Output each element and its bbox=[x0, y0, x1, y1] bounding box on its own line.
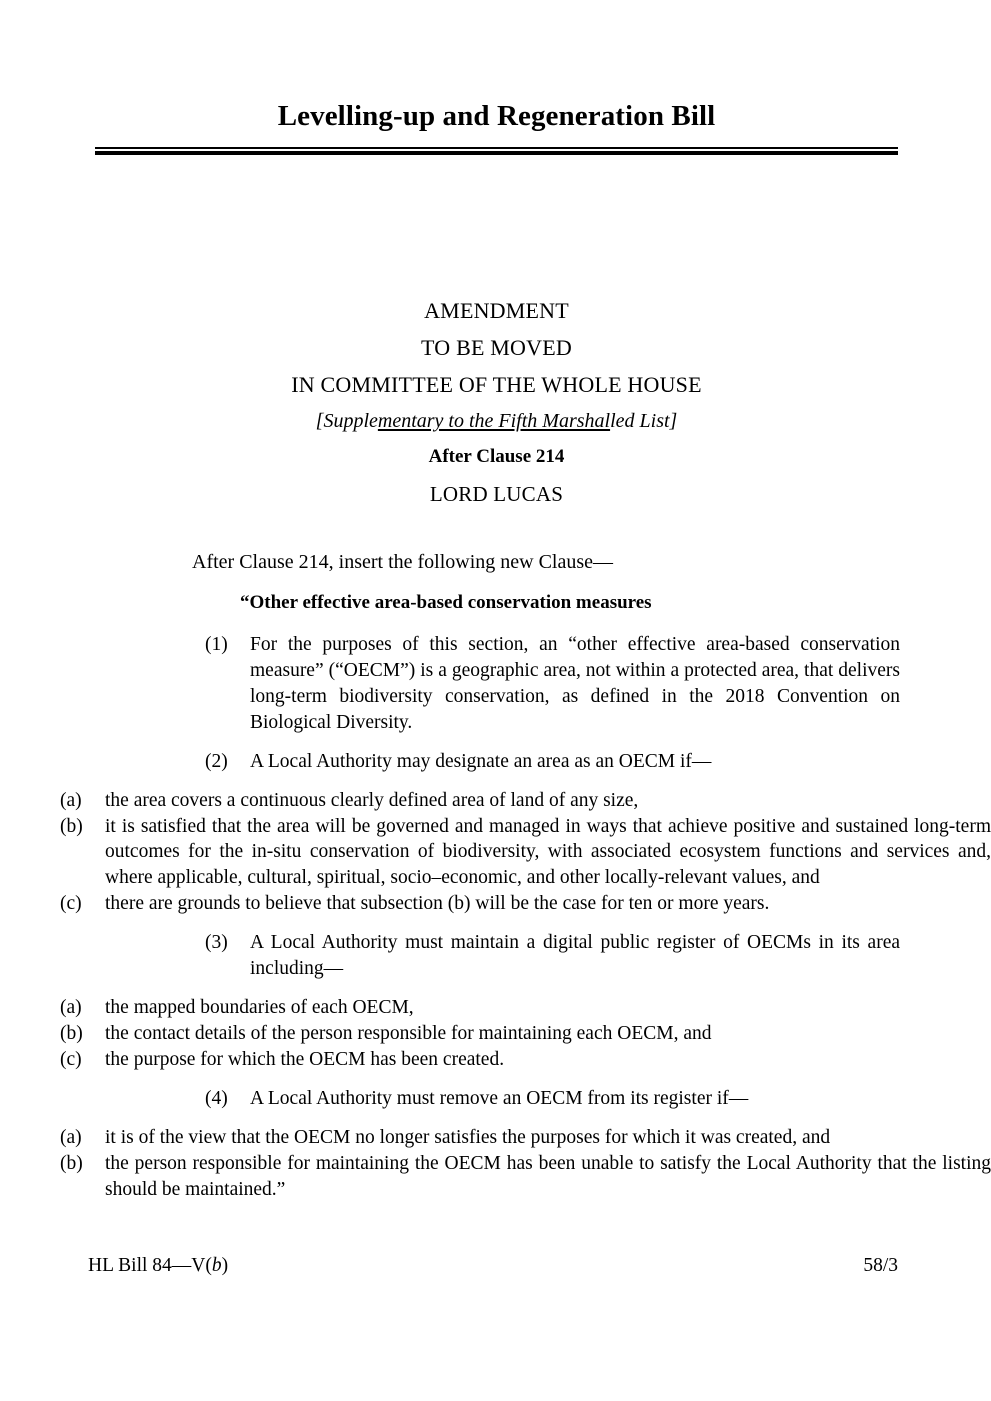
paragraph-list bbox=[0, 995, 991, 1073]
heading-committee: IN COMMITTEE OF THE WHOLE HOUSE bbox=[291, 372, 702, 397]
paragraph-text: the contact details of the person responsible for maintaining each OECM, and bbox=[105, 1022, 712, 1044]
supplementary-underlined: mentary to the Fifth Marshal bbox=[377, 410, 611, 432]
paragraph-list bbox=[0, 788, 991, 918]
heading-after-clause: After Clause 214 bbox=[428, 446, 565, 467]
paragraph-text: the area covers a continuous clearly defined area of land of any size, bbox=[105, 789, 639, 811]
page-title: Levelling-up and Regeneration Bill bbox=[277, 100, 716, 132]
subsection-marker: (4) bbox=[205, 1087, 228, 1109]
subsection-spacer bbox=[0, 1073, 991, 1086]
paragraph-text: the purpose for which the OECM has been created. bbox=[105, 1048, 505, 1070]
rule-thick bbox=[95, 151, 898, 155]
paragraph-text: it is satisfied that the area will be governed and managed in ways that achieve positive and sustained long-term outcomes for the in-situ conservation of biodiversity, with associated ecosystem functions and services and, where applicable, cultural, spiritual, socio–economic, and other locally-relevant values, and bbox=[105, 815, 991, 889]
new-clause-heading: “Other effective area-based conservation measures bbox=[240, 592, 652, 613]
bill-reference bbox=[88, 1256, 228, 1276]
amendment-body bbox=[0, 552, 991, 1216]
subsection-marker: (1) bbox=[205, 634, 228, 655]
paragraph-marker: (b) bbox=[60, 1152, 83, 1174]
masthead bbox=[95, 100, 898, 155]
bill-reference-prefix: HL Bill 84—V( bbox=[88, 1255, 212, 1276]
paragraph-marker: (a) bbox=[60, 789, 82, 811]
paragraph bbox=[60, 1151, 991, 1203]
paragraph-list bbox=[0, 1125, 991, 1203]
paragraph bbox=[60, 1125, 991, 1151]
subsection-text: For the purposes of this section, an “other effective area-based conservation measure” (“OECM”) is a geographic area, not within a protected area, that delivers long-term biodiversity conservation, as defined in the 2018 Convention on Biological Diversity. bbox=[250, 634, 900, 733]
supplementary-suffix: led List] bbox=[610, 410, 678, 432]
paragraph-text: the mapped boundaries of each OECM, bbox=[105, 997, 414, 1019]
subsection-text: A Local Authority may designate an area as an OECM if— bbox=[250, 750, 712, 772]
subsection bbox=[205, 749, 900, 775]
heading-supplementary-note bbox=[95, 411, 898, 431]
subsection-text: A Local Authority must remove an OECM from its register if— bbox=[250, 1087, 749, 1109]
paragraph-text: it is of the view that the OECM no longer satisfies the purposes for which it was created, and bbox=[105, 1126, 831, 1148]
title-double-rule bbox=[95, 147, 898, 155]
subsection-marker: (2) bbox=[205, 750, 228, 772]
subsection bbox=[205, 930, 900, 982]
paragraph bbox=[60, 788, 991, 814]
subsection-text: A Local Authority must maintain a digital public register of OECMs in its area including— bbox=[250, 932, 900, 980]
paragraph-marker: (a) bbox=[60, 997, 82, 1019]
subsection-spacer bbox=[0, 1203, 991, 1216]
paragraph-marker: (b) bbox=[60, 815, 83, 837]
paragraph-marker: (b) bbox=[60, 1022, 83, 1044]
bill-reference-italic: b bbox=[211, 1255, 222, 1276]
subsection-spacer bbox=[0, 917, 991, 930]
paragraph-text: the person responsible for maintaining the OECM has been unable to satisfy the Local Authority that the listing should be maintained.” bbox=[105, 1152, 991, 1200]
heading-member-name: LORD LUCAS bbox=[429, 482, 564, 506]
subsection-marker: (3) bbox=[205, 932, 228, 954]
insertion-instruction: After Clause 214, insert the following new Clause— bbox=[192, 551, 614, 573]
subsection bbox=[205, 1086, 900, 1112]
subsection bbox=[205, 632, 900, 736]
paragraph-marker: (a) bbox=[60, 1126, 82, 1148]
amendment-heading-block bbox=[95, 300, 898, 505]
page-number: 58/3 bbox=[863, 1255, 898, 1276]
paragraph-marker: (c) bbox=[60, 1048, 82, 1070]
paragraph-marker: (c) bbox=[60, 893, 82, 915]
heading-amendment: AMENDMENT bbox=[424, 298, 569, 323]
subsection-list bbox=[0, 632, 991, 1216]
heading-to-be-moved: TO BE MOVED bbox=[421, 335, 572, 360]
paragraph bbox=[60, 1021, 991, 1047]
paragraph bbox=[60, 891, 991, 917]
bill-reference-suffix: ) bbox=[221, 1255, 229, 1276]
paragraph-text: there are grounds to believe that subsection (b) will be the case for ten or more years. bbox=[105, 893, 770, 915]
paragraph bbox=[60, 1047, 991, 1073]
supplementary-prefix: [Supple bbox=[315, 410, 378, 432]
paragraph bbox=[60, 814, 991, 892]
paragraph bbox=[60, 995, 991, 1021]
page-footer bbox=[88, 1256, 898, 1276]
